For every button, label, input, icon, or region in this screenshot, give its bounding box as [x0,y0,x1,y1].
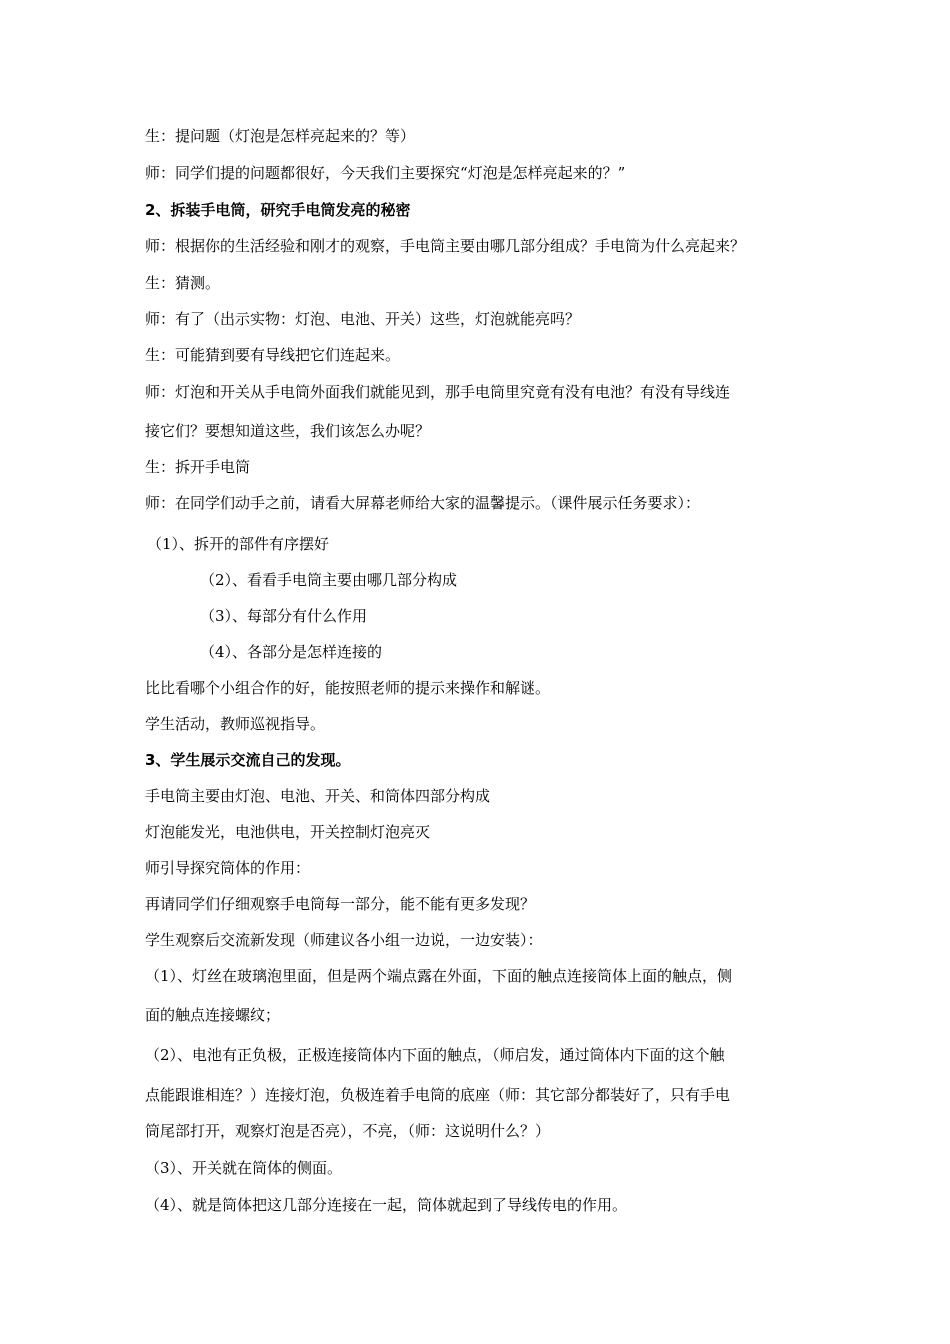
list-item: （4）、就是筒体把这几部分连接在一起，筒体就起到了导线传电的作用。 [145,1196,628,1214]
text-line: 师：灯泡和开关从手电筒外面我们就能见到，那手电筒里究竟有没有电池？有没有导线连 [145,383,731,401]
text-line: 接它们？要想知道这些，我们该怎么办呢？ [145,422,431,440]
list-item: （1）、灯丝在玻璃泡里面，但是两个端点露在外面，下面的触点连接筒体上面的触点，侧 [145,967,733,985]
list-item: （3）、开关就在筒体的侧面。 [145,1159,343,1177]
text-line: 灯泡能发光，电池供电，开关控制灯泡亮灭 [145,823,431,841]
text-line: 学生观察后交流新发现（师建议各小组一边说，一边安装）： [145,931,543,949]
list-item: （2）、电池有正负极，正极连接筒体内下面的触点，（师启发，通过筒体内下面的这个触 [145,1046,725,1064]
text-line: 生：可能猜到要有导线把它们连起来。 [145,346,401,364]
text-line: 师：有了（出示实物：灯泡、电池、开关）这些，灯泡就能亮吗？ [145,310,581,328]
text-line: 师：根据你的生活经验和刚才的观察，手电筒主要由哪几部分组成？手电筒为什么亮起来？ [145,237,746,255]
text-line: 生：拆开手电筒 [145,458,251,476]
section-heading: 3、学生展示交流自己的发现。 [145,751,351,769]
text-line: 点能跟谁相连？）连接灯泡，负极连着手电筒的底座（师：其它部分都装好了，只有手电 [145,1086,731,1104]
list-item: （2）、看看手电筒主要由哪几部分构成 [200,571,458,589]
text-line: 师：在同学们动手之前，请看大屏幕老师给大家的温馨提示。（课件展示任务要求）： [145,494,701,512]
section-heading: 2、拆装手电筒，研究手电筒发亮的秘密 [145,201,411,219]
text-line: 筒尾部打开，观察灯泡是否亮），不亮，（师：这说明什么？） [145,1122,551,1140]
text-line: 生：提问题（灯泡是怎样亮起来的？等） [145,127,416,145]
list-item: （4）、各部分是怎样连接的 [200,643,383,661]
text-line: 生：猜测。 [145,274,221,292]
text-line: 手电筒主要由灯泡、电池、开关、和筒体四部分构成 [145,787,491,805]
text-line: 比比看哪个小组合作的好，能按照老师的提示来操作和解谜。 [145,679,551,697]
text-line: 再请同学们仔细观察手电筒每一部分，能不能有更多发现？ [145,895,536,913]
list-item: （3）、每部分有什么作用 [200,607,368,625]
text-line: 师引导探究筒体的作用： [145,859,311,877]
text-line: 师：同学们提的问题都很好，今天我们主要探究“灯泡是怎样亮起来的？” [145,164,626,182]
text-line: 学生活动，教师巡视指导。 [145,715,326,733]
list-item: （1）、拆开的部件有序摆好 [147,535,330,553]
text-line: 面的触点连接螺纹； [145,1006,281,1024]
